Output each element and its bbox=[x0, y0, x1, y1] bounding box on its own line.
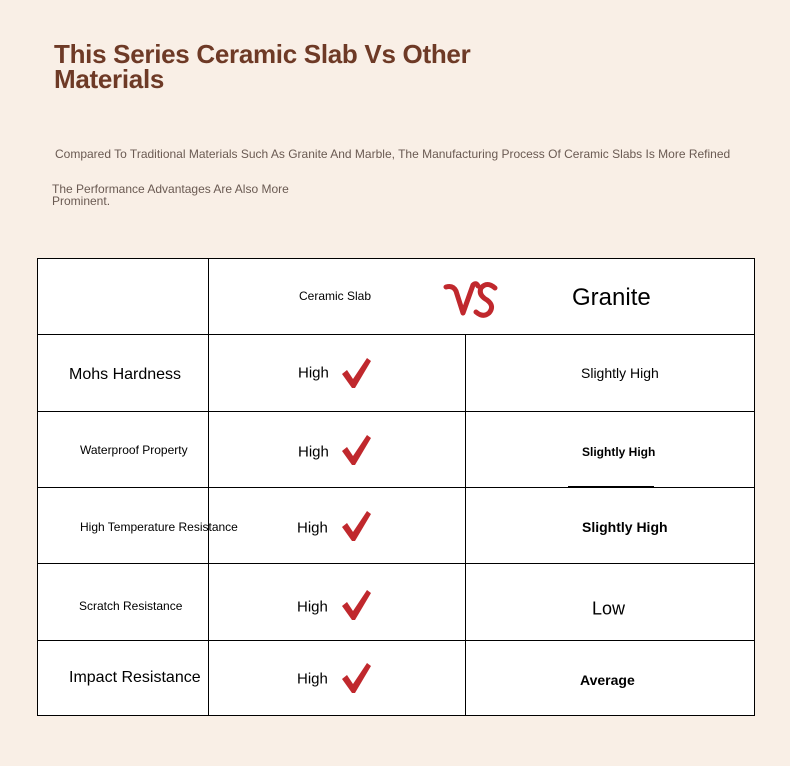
table-divider bbox=[38, 563, 754, 564]
table-divider bbox=[38, 334, 754, 335]
value-underline bbox=[568, 486, 654, 487]
column-header-ceramic: Ceramic Slab bbox=[299, 289, 372, 303]
table-divider bbox=[208, 259, 209, 715]
row-ceramic-value: High bbox=[297, 519, 328, 537]
table-divider bbox=[38, 487, 754, 488]
row-property-impact-resistance: Impact Resistance bbox=[69, 669, 201, 686]
check-icon bbox=[340, 434, 372, 466]
row-ceramic-value: High bbox=[297, 670, 328, 688]
check-icon bbox=[340, 357, 372, 389]
table-divider bbox=[465, 334, 466, 715]
table-divider bbox=[38, 411, 754, 412]
row-granite-value: Slightly High bbox=[582, 519, 668, 535]
table-divider bbox=[38, 640, 754, 641]
vs-icon bbox=[443, 279, 499, 321]
description-line-2: The Performance Advantages Are Also More Prominent. bbox=[52, 182, 289, 208]
row-property-mohs-hardness: Mohs Hardness bbox=[69, 366, 182, 383]
row-property-waterproof: Waterproof Property bbox=[80, 443, 188, 457]
row-property-scratch-resistance: Scratch Resistance bbox=[79, 599, 183, 613]
row-granite-value: Average bbox=[580, 672, 635, 688]
row-ceramic-value: High bbox=[298, 443, 329, 461]
column-header-granite: Granite bbox=[572, 284, 651, 311]
description-line-1: Compared To Traditional Materials Such As Granite And Marble, The Manufacturing Process Of Ceramic Slabs Is More Refined bbox=[55, 147, 731, 161]
row-property-high-temperature: High Temperature Resistance bbox=[80, 520, 238, 534]
row-ceramic-value: High bbox=[297, 598, 328, 616]
check-icon bbox=[340, 510, 372, 542]
row-granite-value: Slightly High bbox=[581, 365, 659, 381]
page-title: This Series Ceramic Slab Vs Other Materials bbox=[54, 39, 471, 94]
row-granite-value: Low bbox=[592, 598, 626, 619]
row-ceramic-value: High bbox=[298, 364, 329, 382]
check-icon bbox=[340, 662, 372, 694]
comparison-table bbox=[37, 258, 755, 716]
check-icon bbox=[340, 589, 372, 621]
row-granite-value: Slightly High bbox=[582, 445, 656, 459]
